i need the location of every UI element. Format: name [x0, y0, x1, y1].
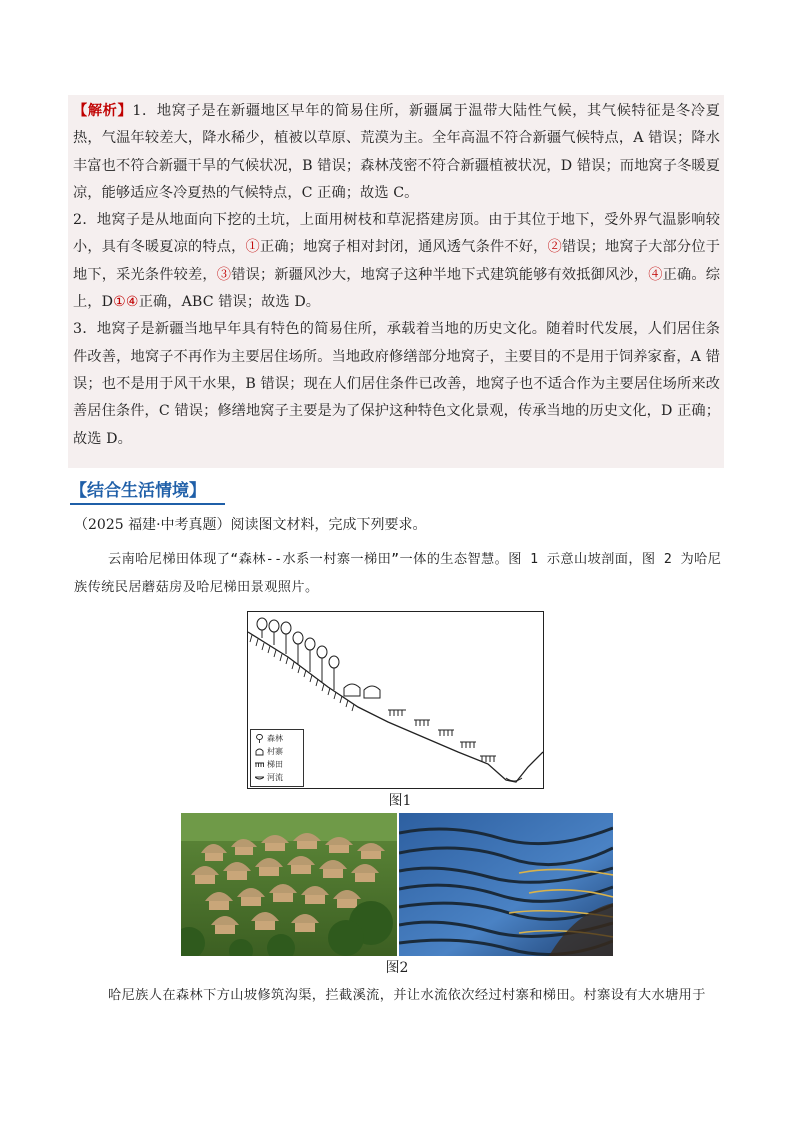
forest-trees	[257, 618, 339, 690]
rice-terraces-image	[399, 813, 613, 956]
analysis-text-2f: 正确，ABC 错误；故选 D。	[138, 294, 321, 311]
legend-label-village: 村寨	[267, 747, 283, 756]
legend-item-forest	[255, 732, 303, 745]
analysis-text-2b: 正确；地窝子相对封闭，通风透气条件不好，	[259, 239, 548, 256]
analysis-paragraph-1	[73, 98, 720, 207]
figure-1-caption: 图1	[388, 793, 412, 809]
legend-item-river	[255, 771, 303, 784]
analysis-text-2d: 错误；新疆风沙大，地窝子这种半地下式建筑能够有效抵御风沙，	[231, 266, 649, 283]
analysis-text-2e: 正确。综上，D	[73, 266, 721, 311]
legend-label-forest: 森林	[267, 734, 283, 743]
legend-item-village	[255, 745, 303, 758]
terrace-icon	[255, 760, 264, 769]
circled-mark-5: ①④	[113, 294, 139, 311]
analysis-paragraph-3: 3．地窝子是新疆当地早年具有特色的简易住所，承载着当地的历史文化。随着时代发展，人们居住条件改善，地窝子不再作为主要居住场所。当地政府修缮部分地窝子，主要目的不是用于饲养家畜，A 错误；也不是用于风干水果，B 错误；现在人们居住条件已改善，地窝子也不适合作为主要居住场所来改善居住条件，C 错误；修缮地窝子主要是为了保护这种特色文化景观，传承当地的历史文化，D 正确；故选 D。	[73, 321, 720, 447]
legend-item-terrace	[255, 758, 303, 771]
circled-mark-2: ②	[547, 239, 562, 256]
hut-icon	[255, 747, 264, 756]
material-text: 云南哈尼梯田体现了“森林--水系一村寨一梯田”一体的生态智慧。图 1 示意山坡剖面，图 2 为哈尼族传统民居蘑菇房及哈尼梯田景观照片。	[74, 552, 722, 595]
analysis-box	[68, 95, 724, 468]
tree-icon	[255, 734, 264, 743]
circled-mark-4: ④	[648, 266, 663, 283]
analysis-paragraph-2	[73, 207, 720, 316]
legend-label-river: 河流	[267, 773, 283, 782]
village-huts	[344, 684, 380, 698]
analysis-text-2c: 错误；地窝子大部分位于地下，采光条件较差，	[73, 239, 720, 283]
figure-2-caption: 图2	[385, 960, 409, 976]
slope-hatching	[250, 635, 354, 711]
analysis-tag: 【解析】	[73, 103, 133, 119]
analysis-text-1: 1．地窝子是在新疆地区早年的简易住所，新疆属于温带大陆性气候，其气候特征是冬冷夏热，气温年较差大，降水稀少，植被以草原、荒漠为主。全年高温不符合新疆气候特点，A 错误；降水丰富也不符合新疆干旱的气候状况，B 错误；森林茂密不符合新疆植被状况，D 错误；而地窝子冬暖夏凉，能够适应冬冷夏热的气候特点，C 正确；故选 C。	[73, 103, 720, 201]
analysis-text-2a: 2．地窝子是从地面向下挖的土坑，上面用树枝和草泥搭建房顶。由于其位于地下，受外界气温影响较小，具有冬暖夏凉的特点，	[73, 212, 720, 256]
question-source: （2025 福建·中考真题）阅读图文材料，完成下列要求。	[74, 517, 427, 533]
photo-rice-terraces	[399, 813, 613, 956]
circled-mark-1: ①	[245, 239, 260, 256]
circled-mark-3: ③	[216, 266, 232, 283]
photo-mushroom-houses	[181, 813, 397, 956]
terraces	[388, 710, 496, 762]
mushroom-houses-image	[181, 813, 397, 956]
material-text-2: 哈尼族人在森林下方山坡修筑沟渠，拦截溪流，并让水流依次经过村寨和梯田。村寨设有大水塘用于	[108, 988, 706, 1003]
figure-1-legend	[250, 729, 304, 787]
figure-1-slope-profile	[247, 611, 544, 789]
section-title: 【结合生活情境】	[70, 481, 225, 505]
river-icon	[255, 773, 264, 782]
legend-label-terrace: 梯田	[267, 760, 283, 769]
